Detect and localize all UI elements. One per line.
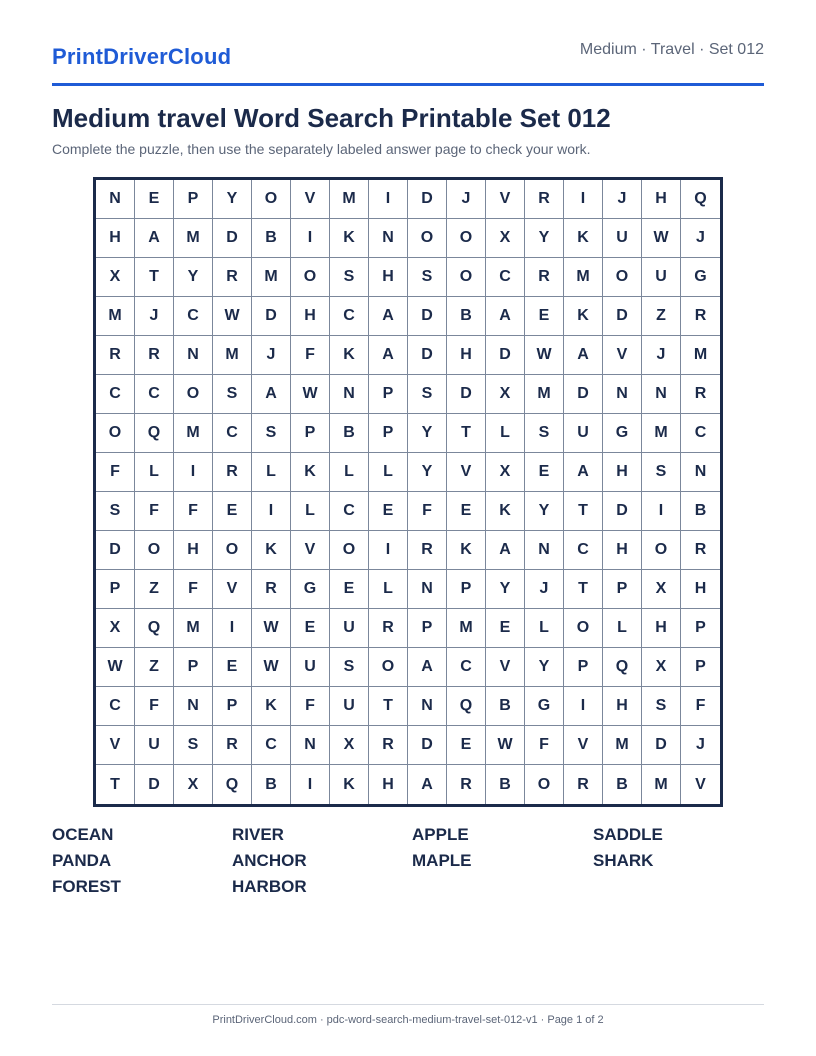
grid-cell: U [330, 687, 369, 726]
grid-cell: S [213, 375, 252, 414]
grid-cell: P [291, 414, 330, 453]
grid-cell: K [486, 492, 525, 531]
grid-cell: M [447, 609, 486, 648]
grid-cell: O [135, 531, 174, 570]
grid-cell: M [642, 765, 681, 804]
grid-cell: C [447, 648, 486, 687]
grid-cell: T [447, 414, 486, 453]
grid-cell: N [642, 375, 681, 414]
grid-cell: H [681, 570, 720, 609]
grid-cell: O [525, 765, 564, 804]
grid-cell: D [408, 297, 447, 336]
grid-cell: F [681, 687, 720, 726]
grid-cell: P [174, 180, 213, 219]
grid-cell: H [603, 687, 642, 726]
grid-cell: A [369, 336, 408, 375]
grid-cell: L [525, 609, 564, 648]
grid-cell: C [486, 258, 525, 297]
grid-cell: D [603, 297, 642, 336]
grid-cell: N [369, 219, 408, 258]
grid-cell: W [291, 375, 330, 414]
grid-cell: M [96, 297, 135, 336]
grid-cell: P [96, 570, 135, 609]
grid-cell: C [96, 375, 135, 414]
grid-cell: A [408, 765, 447, 804]
grid-cell: O [96, 414, 135, 453]
grid-cell: T [96, 765, 135, 804]
grid-cell: L [369, 453, 408, 492]
grid-cell: J [642, 336, 681, 375]
grid-cell: H [642, 609, 681, 648]
grid-cell: V [213, 570, 252, 609]
grid-cell: R [681, 297, 720, 336]
grid-cell: U [330, 609, 369, 648]
grid-cell: R [408, 531, 447, 570]
grid-cell: F [525, 726, 564, 765]
grid-cell: P [603, 570, 642, 609]
word-list-item: APPLE [412, 825, 469, 844]
word-list-item: RIVER [232, 825, 284, 844]
grid-cell: G [291, 570, 330, 609]
grid-cell: R [213, 258, 252, 297]
grid-cell: N [408, 687, 447, 726]
grid-cell: I [369, 531, 408, 570]
grid-cell: E [213, 648, 252, 687]
grid-cell: A [486, 531, 525, 570]
grid-cell: B [447, 297, 486, 336]
grid-cell: O [174, 375, 213, 414]
grid-cell: I [564, 180, 603, 219]
grid-cell: C [330, 297, 369, 336]
grid-cell: J [681, 219, 720, 258]
grid-cell: C [330, 492, 369, 531]
grid-cell: E [447, 726, 486, 765]
word-list-item: PANDA [52, 851, 112, 870]
grid-cell: L [252, 453, 291, 492]
grid-cell: A [252, 375, 291, 414]
grid-cell: N [174, 336, 213, 375]
grid-cell: V [603, 336, 642, 375]
grid-cell: P [681, 648, 720, 687]
grid-cell: R [681, 375, 720, 414]
grid-cell: V [564, 726, 603, 765]
grid-cell: M [174, 609, 213, 648]
grid-cell: R [369, 726, 408, 765]
grid-cell: H [369, 765, 408, 804]
grid-cell: X [96, 258, 135, 297]
grid-cell: S [174, 726, 213, 765]
grid-cell: Y [408, 453, 447, 492]
grid-cell: R [96, 336, 135, 375]
grid-cell: U [135, 726, 174, 765]
grid-cell: M [603, 726, 642, 765]
grid-cell: A [486, 297, 525, 336]
page-title: Medium travel Word Search Printable Set 012 [52, 103, 611, 133]
grid-cell: O [447, 258, 486, 297]
grid-cell: S [642, 687, 681, 726]
grid-cell: D [603, 492, 642, 531]
footer-divider [52, 1004, 764, 1005]
grid-cell: T [135, 258, 174, 297]
grid-cell: L [135, 453, 174, 492]
grid-cell: H [642, 180, 681, 219]
grid-cell: K [252, 531, 291, 570]
page-subtitle: Complete the puzzle, then use the separately labeled answer page to check your work. [52, 141, 591, 157]
grid-cell: W [96, 648, 135, 687]
grid-cell: X [96, 609, 135, 648]
grid-cell: V [96, 726, 135, 765]
grid-cell: D [408, 180, 447, 219]
grid-cell: S [525, 414, 564, 453]
grid-cell: I [291, 765, 330, 804]
grid-cell: T [369, 687, 408, 726]
grid-cell: S [642, 453, 681, 492]
grid-cell: U [642, 258, 681, 297]
grid-cell: O [408, 219, 447, 258]
grid-cell: Z [135, 648, 174, 687]
grid-cell: C [681, 414, 720, 453]
grid-cell: A [135, 219, 174, 258]
grid-cell: V [486, 180, 525, 219]
grid-cell: Y [525, 492, 564, 531]
grid-cell: E [330, 570, 369, 609]
grid-cell: F [135, 492, 174, 531]
grid-cell: Y [213, 180, 252, 219]
grid-cell: I [291, 219, 330, 258]
grid-cell: M [174, 219, 213, 258]
grid-cell: W [252, 609, 291, 648]
grid-cell: E [213, 492, 252, 531]
grid-cell: F [174, 570, 213, 609]
grid-cell: A [564, 336, 603, 375]
grid-cell: K [291, 453, 330, 492]
grid-cell: P [174, 648, 213, 687]
grid-cell: E [135, 180, 174, 219]
grid-cell: F [174, 492, 213, 531]
grid-cell: M [252, 258, 291, 297]
grid-cell: A [408, 648, 447, 687]
grid-cell: P [369, 375, 408, 414]
grid-cell: Y [408, 414, 447, 453]
grid-cell: K [564, 219, 603, 258]
grid-cell: F [96, 453, 135, 492]
grid-cell: C [213, 414, 252, 453]
grid-cell: N [330, 375, 369, 414]
grid-cell: X [642, 570, 681, 609]
grid-cell: E [369, 492, 408, 531]
grid-cell: Q [603, 648, 642, 687]
grid-cell: B [252, 219, 291, 258]
grid-cell: B [486, 765, 525, 804]
grid-cell: D [486, 336, 525, 375]
grid-cell: C [174, 297, 213, 336]
grid-cell: O [291, 258, 330, 297]
grid-cell: B [603, 765, 642, 804]
grid-cell: C [135, 375, 174, 414]
grid-cell: R [447, 765, 486, 804]
grid-cell: N [96, 180, 135, 219]
word-search-grid [93, 177, 723, 807]
grid-cell: M [642, 414, 681, 453]
grid-cell: M [525, 375, 564, 414]
grid-cell: A [369, 297, 408, 336]
word-list-item: SHARK [593, 851, 654, 870]
grid-cell: P [447, 570, 486, 609]
grid-cell: Z [642, 297, 681, 336]
grid-cell: D [642, 726, 681, 765]
grid-cell: F [135, 687, 174, 726]
grid-cell: R [564, 765, 603, 804]
grid-cell: W [642, 219, 681, 258]
grid-cell: D [252, 297, 291, 336]
grid-cell: O [564, 609, 603, 648]
grid-cell: G [603, 414, 642, 453]
grid-cell: N [681, 453, 720, 492]
grid-cell: C [252, 726, 291, 765]
grid-cell: V [486, 648, 525, 687]
grid-cell: Y [174, 258, 213, 297]
grid-cell: F [291, 336, 330, 375]
grid-cell: R [252, 570, 291, 609]
grid-cell: X [174, 765, 213, 804]
grid-cell: R [369, 609, 408, 648]
grid-cell: N [174, 687, 213, 726]
grid-cell: H [603, 531, 642, 570]
grid-cell: Q [681, 180, 720, 219]
grid-cell: O [252, 180, 291, 219]
grid-cell: W [213, 297, 252, 336]
grid-cell: O [603, 258, 642, 297]
grid-cell: D [408, 336, 447, 375]
grid-cell: X [486, 219, 525, 258]
puzzle-meta: Medium · Travel · Set 012 [579, 41, 764, 58]
grid-cell: S [96, 492, 135, 531]
grid-cell: K [330, 765, 369, 804]
grid-cell: M [681, 336, 720, 375]
grid-cell: J [252, 336, 291, 375]
grid-cell: B [681, 492, 720, 531]
grid-cell: W [486, 726, 525, 765]
grid-cell: S [330, 648, 369, 687]
grid-cell: X [486, 375, 525, 414]
grid-cell: Y [525, 648, 564, 687]
grid-cell: V [447, 453, 486, 492]
grid-cell: P [369, 414, 408, 453]
grid-cell: Y [486, 570, 525, 609]
grid-cell: D [96, 531, 135, 570]
grid-cell: H [447, 336, 486, 375]
grid-cell: J [525, 570, 564, 609]
grid-cell: H [603, 453, 642, 492]
grid-cell: N [525, 531, 564, 570]
grid-cell: F [291, 687, 330, 726]
grid-cell: C [564, 531, 603, 570]
grid-cell: U [564, 414, 603, 453]
word-list-item: FOREST [52, 877, 121, 896]
grid-cell: D [564, 375, 603, 414]
grid-cell: W [252, 648, 291, 687]
brand-logo[interactable]: PrintDriverCloud [52, 44, 232, 69]
grid-cell: K [330, 336, 369, 375]
grid-cell: M [174, 414, 213, 453]
grid-cell: I [174, 453, 213, 492]
grid-cell: R [525, 180, 564, 219]
grid-cell: O [330, 531, 369, 570]
grid-cell: C [96, 687, 135, 726]
grid-cell: V [291, 180, 330, 219]
grid-cell: D [447, 375, 486, 414]
word-list-item: SADDLE [593, 825, 663, 844]
grid-cell: L [291, 492, 330, 531]
grid-cell: R [213, 453, 252, 492]
grid-cell: P [213, 687, 252, 726]
grid-cell: I [642, 492, 681, 531]
grid-cell: G [681, 258, 720, 297]
grid-cell: E [486, 609, 525, 648]
grid-cell: Q [135, 414, 174, 453]
grid-cell: V [695, 775, 706, 793]
grid-cell: E [525, 453, 564, 492]
grid-cell: R [525, 258, 564, 297]
grid-cell: M [213, 336, 252, 375]
grid-cell: J [447, 180, 486, 219]
word-list-item: MAPLE [412, 851, 472, 870]
grid-cell: U [291, 648, 330, 687]
grid-cell: Y [525, 219, 564, 258]
grid-cell: N [408, 570, 447, 609]
grid-cell: H [291, 297, 330, 336]
grid-cell: J [135, 297, 174, 336]
grid-cell: K [252, 687, 291, 726]
grid-cell: M [564, 258, 603, 297]
grid-cell: A [564, 453, 603, 492]
grid-cell: H [369, 258, 408, 297]
grid-cell: R [135, 336, 174, 375]
grid-cell: B [330, 414, 369, 453]
grid-cell: I [252, 492, 291, 531]
grid-cell: I [369, 180, 408, 219]
word-list [52, 824, 772, 902]
grid-cell: S [252, 414, 291, 453]
grid-cell: U [603, 219, 642, 258]
grid-cell: O [447, 219, 486, 258]
grid-cell: E [291, 609, 330, 648]
grid-cell: F [408, 492, 447, 531]
grid-cell: Q [213, 765, 252, 804]
grid-cell: E [525, 297, 564, 336]
grid-cell: D [213, 219, 252, 258]
grid-cell: L [330, 453, 369, 492]
grid-cell: X [486, 453, 525, 492]
word-list-item: HARBOR [232, 877, 307, 896]
grid-cell: I [564, 687, 603, 726]
grid-cell: D [408, 726, 447, 765]
grid-cell: L [486, 414, 525, 453]
grid-cell: I [213, 609, 252, 648]
grid-cell: M [330, 180, 369, 219]
grid-cell: L [369, 570, 408, 609]
grid-cell: H [174, 531, 213, 570]
grid-cell: P [564, 648, 603, 687]
grid-cell: S [330, 258, 369, 297]
grid-cell: N [603, 375, 642, 414]
grid-cell: J [681, 726, 720, 765]
grid-cell: S [408, 375, 447, 414]
grid-cell: X [330, 726, 369, 765]
grid-cell: R [213, 726, 252, 765]
grid-cell: K [330, 219, 369, 258]
grid-cell: T [564, 492, 603, 531]
grid-cell: G [525, 687, 564, 726]
grid-cell: P [681, 609, 720, 648]
grid-cell: L [603, 609, 642, 648]
grid-cell: Z [135, 570, 174, 609]
grid-cell: O [213, 531, 252, 570]
grid-cell: W [525, 336, 564, 375]
page-footer: PrintDriverCloud.com · pdc-word-search-medium-travel-set-012-v1 · Page 1 of 2 [212, 1014, 604, 1026]
grid-cell: T [564, 570, 603, 609]
page-header [52, 0, 764, 86]
grid-cell: B [486, 687, 525, 726]
grid-cell: K [447, 531, 486, 570]
grid-cell: K [564, 297, 603, 336]
grid-cell: O [369, 648, 408, 687]
grid-cell: O [642, 531, 681, 570]
grid-cell: J [603, 180, 642, 219]
grid-cell: X [642, 648, 681, 687]
grid-cell: P [408, 609, 447, 648]
grid-cell: V [291, 531, 330, 570]
grid-cell: Q [135, 609, 174, 648]
grid-cell: D [135, 765, 174, 804]
grid-cell: E [447, 492, 486, 531]
grid-cell: R [681, 531, 720, 570]
grid-cell: H [96, 219, 135, 258]
grid-cell: Q [447, 687, 486, 726]
word-list-item: ANCHOR [232, 851, 307, 870]
grid-cell: N [291, 726, 330, 765]
word-list-item: OCEAN [52, 825, 114, 844]
grid-cell: B [252, 765, 291, 804]
grid-cell: S [408, 258, 447, 297]
